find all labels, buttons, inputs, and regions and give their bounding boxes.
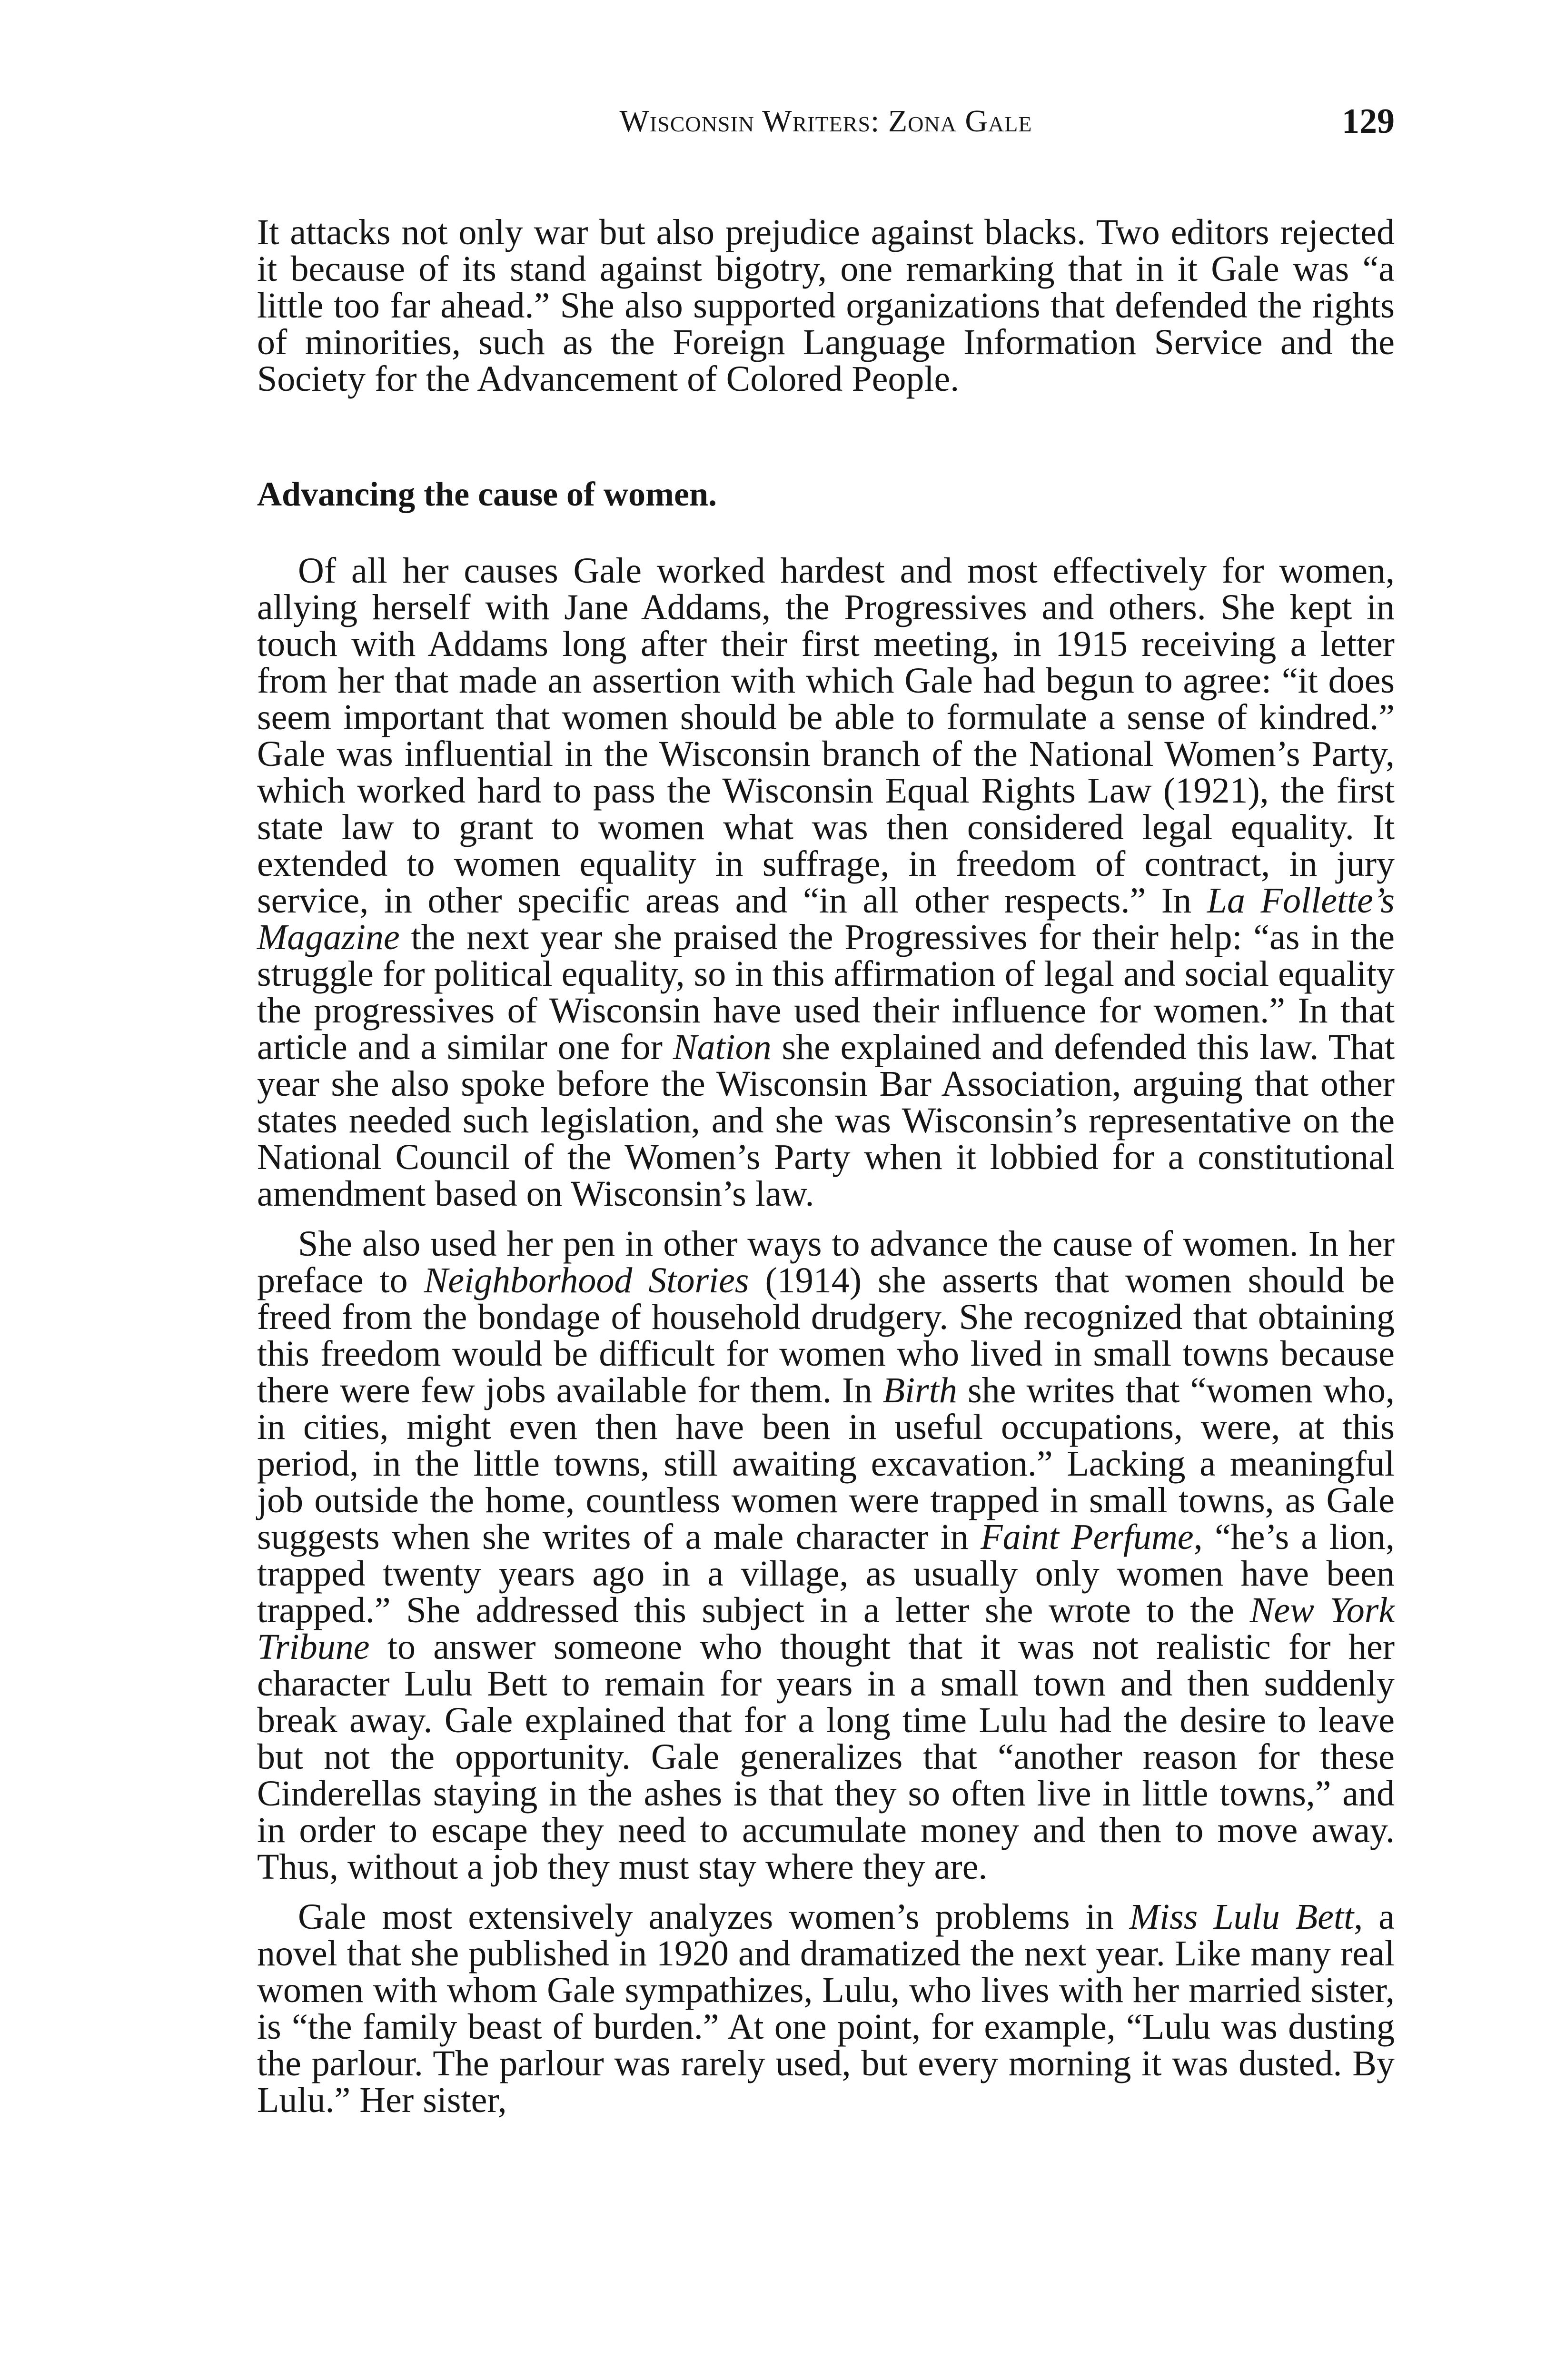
section-heading: Advancing the cause of women. [257, 475, 717, 513]
paragraph-miss-lulu-bett [257, 1899, 1395, 2119]
text-run: to answer someone who thought that it was not realistic for her character Lulu Bett to remain for years in a small town and then suddenly break away. Gale explained that for a long time Lulu had the desire to leave but not the opportunity. Gale generalizes that “another reason for these Cinderellas staying in the ashes is that they so often live in little towns,” and in order to escape they need to accumulate money and then to move away. Thus, without a job they must stay where they are. [257, 1627, 1395, 1887]
text-run: Of all her causes Gale worked hardest and most effectively for women, allying herself with Jane Addams, the Progressives and others. She kept in touch with Addams long after their first meeting, in 1915 receiving a letter from her that made an assertion with which Gale had begun to agree: “it does seem important that women should be able to formulate a sense of kindred.” Gale was influential in the Wisconsin branch of the National Women’s Party, which worked hard to pass the Wisconsin Equal Rights Law (1921), the first state law to grant to women what was then considered legal equality. It extended to women equality in suffrage, in freedom of contract, in jury service, in other specific areas and “in all other respects.” In [257, 551, 1395, 921]
text-run: She also used her pen in other ways to advance the cause of women. In her preface to [257, 1224, 1395, 1300]
italic-title: Birth [882, 1370, 957, 1410]
text-run: , “he’s a lion, trapped twenty years ago in a village, as usually only women have been trapped.” She addressed this subject in a letter she wrote to the [257, 1517, 1395, 1630]
paragraph-women-equal-rights [257, 553, 1395, 1212]
italic-title: Neighborhood Stories [424, 1260, 749, 1300]
paragraph-pen-cause [257, 1226, 1395, 1885]
paragraph-continued: It attacks not only war but also prejudice against blacks. Two editors rejected it because of its stand against bigotry, one remarking that in it Gale was “a little too far ahead.” She also supported organizations that defended the rights of minorities, such as the Foreign Language Information Service and the Society for the Advancement of Colored People. [257, 212, 1395, 399]
italic-title: Faint Perfume [981, 1517, 1194, 1557]
text-run: Gale most extensively analyzes women’s problems in [298, 1897, 1130, 1937]
text-run: she writes that “women who, in cities, might even then have been in useful occupations, were, at this period, in the little towns, still awaiting excavation.” Lacking a meaningful job outside the home, countless women were trapped in small towns, as Gale suggests when she writes of a male character in [257, 1370, 1395, 1557]
italic-title: Miss Lulu Bett [1129, 1897, 1354, 1937]
running-head [257, 95, 1395, 148]
text-run: the next year she praised the Progressives for their help: “as in the struggle for political equality, so in this affirmation of legal and social equality the progressives of Wisconsin have used their influence for women.” In that article and a similar one for [257, 917, 1395, 1067]
italic-title: New York Tribune [257, 1590, 1395, 1667]
body-text [257, 214, 1395, 2119]
italic-title: La Follette’s Magazine [257, 881, 1395, 957]
page-number: 129 [1342, 102, 1395, 141]
italic-title: Nation [673, 1027, 772, 1067]
text-run: , a novel that she published in 1920 and dramatized the next year. Like many real women with whom Gale sympathizes, Lulu, who lives with her married sister, is “the family beast of burden.” At one point, for example, “Lulu was dusting the parlour. The parlour was rarely used, but every morning it was dusted. By Lulu.” Her sister, [257, 1897, 1395, 2120]
text-run: she explained and defended this law. That year she also spoke before the Wisconsin Bar Association, arguing that other states needed such legislation, and she was Wisconsin’s representative on the National Council of the Women’s Party when it lobbied for a constitutional amendment based on Wisconsin’s law. [257, 1027, 1395, 1214]
text-run: (1914) she asserts that women should be freed from the bondage of household drudgery. She recognized that obtaining this freedom would be difficult for women who lived in small towns because there were few jobs available for them. In [257, 1260, 1395, 1410]
running-title: Wisconsin Writers: Zona Gale [619, 104, 1032, 139]
